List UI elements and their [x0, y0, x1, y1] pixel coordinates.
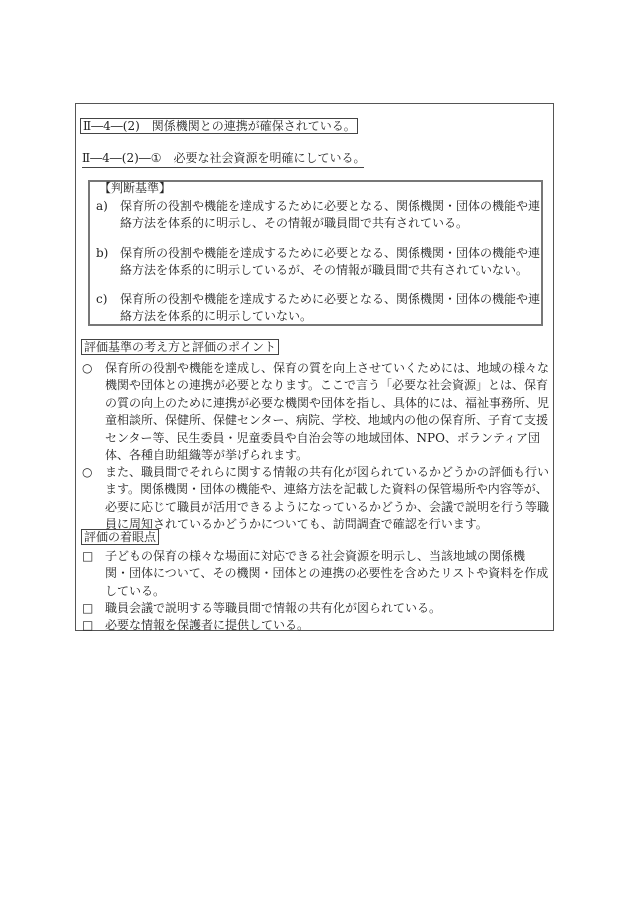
point-item-line: 員に周知されているかどうかについても、訪問調査で確認を行います。: [105, 517, 488, 532]
criterion-item-marker: b): [96, 246, 109, 260]
point-item-line: 童相談所、保健所、保健センター、病院、学校、地域内の他の保育所、子育て支援: [105, 413, 549, 428]
section-heading: Ⅱ―4―(2) 関係機関との連携が確保されている。: [80, 118, 358, 134]
focus-item-line: 子どもの保育の様々な場面に対応できる社会資源を明示し、当該地域の関係機: [105, 549, 526, 563]
criterion-item-marker: c): [96, 292, 108, 306]
point-item-marker: ○: [82, 361, 93, 375]
point-item-marker: ○: [82, 465, 93, 479]
criterion-item-line: 絡方法を体系的に明示していない。: [120, 309, 313, 324]
criterion-item-line: 保育所の役割や機能を達成するために必要となる、関係機関・団体の機能や連: [120, 199, 541, 213]
focus-item-line: 関・団体について、その機関・団体との連携の必要性を含めたリストや資料を作成: [105, 566, 549, 581]
point-item-line: 機関や団体との連携が必要となります。ここで言う「必要な社会資源」とは、保育: [105, 378, 549, 393]
subsection-heading: Ⅱ―4―(2)―① 必要な社会資源を明確にしている。: [82, 150, 364, 168]
focus-item-line: している。: [105, 583, 166, 598]
point-item-line: 保育所の役割や機能を達成し、保育の質を向上させていくためには、地域の様々な: [105, 361, 550, 375]
focus-item-line: 必要な情報を保護者に提供している。: [105, 618, 310, 632]
point-item-line: また、職員間でそれらに関する情報の共有化が図られているかどうかの評価も行い: [105, 465, 550, 479]
point-item-line: センター等、民生委員・児童委員や自治会等の地域団体、NPO、ボランティア団: [105, 430, 540, 445]
criterion-item-line: 保育所の役割や機能を達成するために必要となる、関係機関・団体の機能や連: [120, 246, 541, 260]
point-item-line: ます。関係機関・団体の機能や、連絡方法を記載した資料の保管場所や内容等が、: [105, 482, 548, 497]
criterion-item-line: 絡方法を体系的に明示しているが、その情報が職員間で共有されていない。: [120, 263, 529, 278]
focus-item-marker: □: [82, 549, 94, 563]
criterion-item-marker: a): [96, 199, 108, 213]
point-item-line: の質の向上のために連携が必要な機関や団体を指し、具体的には、福祉事務所、児: [105, 395, 550, 410]
focus-item-line: 職員会議で説明する等職員間で情報の共有化が図られている。: [105, 601, 442, 615]
criterion-item-line: 絡方法を体系的に明示し、その情報が職員間で共有されている。: [120, 216, 469, 231]
focus-item-marker: □: [82, 601, 94, 615]
point-item-line: 必要に応じて職員が活用できるようになっているかどうか、会議で説明を行う等職: [105, 499, 550, 514]
criterion-item-line: 保育所の役割や機能を達成するために必要となる、関係機関・団体の機能や連: [120, 292, 541, 306]
point-item-line: 体、各種自助組織等が挙げられます。: [105, 447, 309, 462]
focus-item-marker: □: [82, 618, 94, 632]
points-title: 評価基準の考え方と評価のポイント: [81, 339, 279, 355]
focus-title: 評価の着眼点: [81, 529, 159, 545]
criteria-title: 【判断基準】: [99, 181, 172, 195]
